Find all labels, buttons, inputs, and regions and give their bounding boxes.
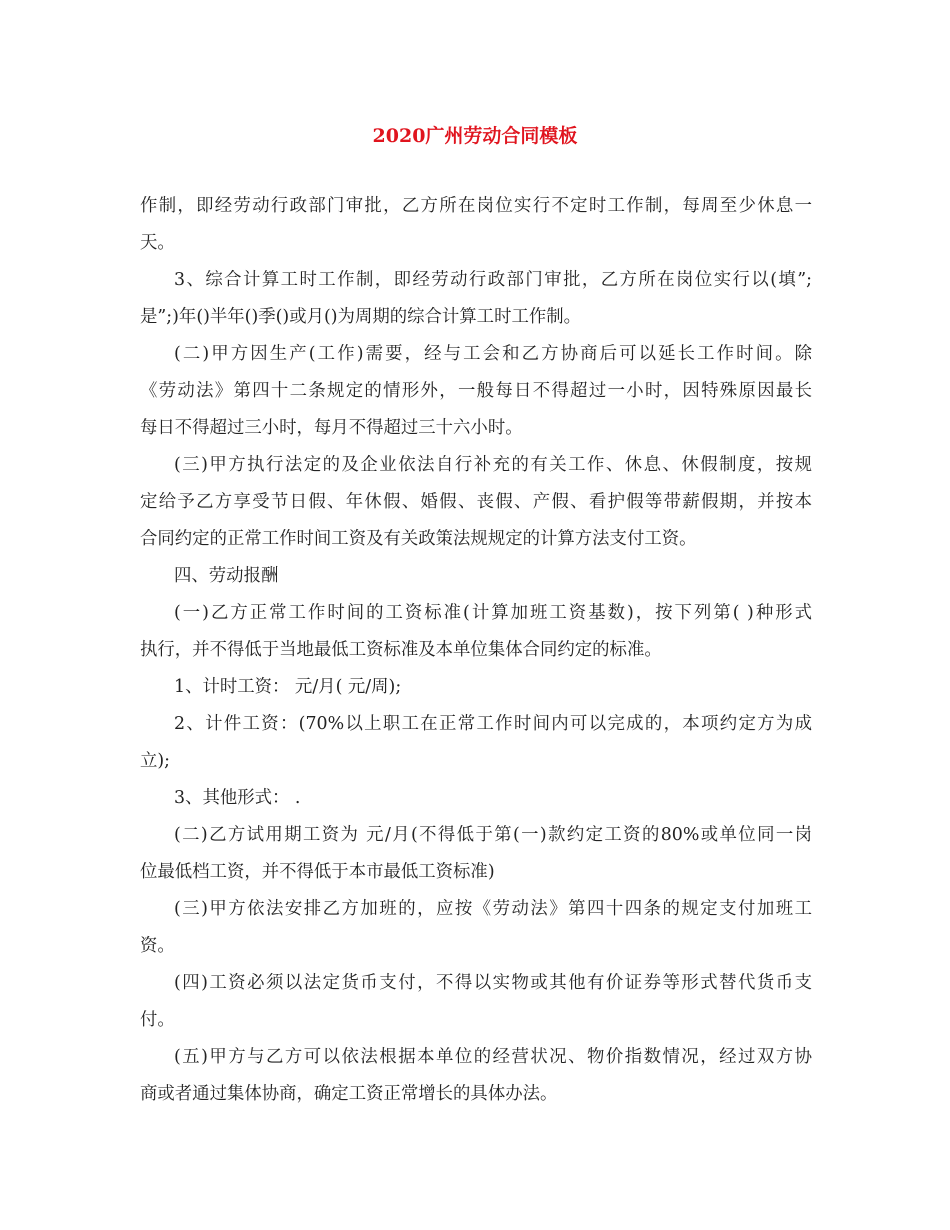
- text-line: 2、计件工资：(70%以上职工在正常工作时间内可以完成的，本项约定方为成: [174, 714, 812, 734]
- text-line: 立);: [140, 751, 171, 771]
- text-line: (三)甲方执行法定的及企业依法自行补充的有关工作、休息、休假制度，按规: [174, 455, 812, 475]
- text-line: (三)甲方依法安排乙方加班的，应按《劳动法》第四十四条的规定支付加班工: [174, 899, 812, 919]
- document-body: [140, 188, 812, 1113]
- text-line: 位最低档工资，并不得低于本市最低工资标准): [140, 862, 495, 882]
- text-line: (四)工资必须以法定货币支付，不得以实物或其他有价证券等形式替代货币支: [174, 973, 812, 993]
- text-line: (五)甲方与乙方可以依法根据本单位的经营状况、物价指数情况，经过双方协: [174, 1047, 812, 1067]
- text-line: 作制，即经劳动行政部门审批，乙方所在岗位实行不定时工作制，每周至少休息一: [140, 196, 812, 216]
- text-line: 四、劳动报酬: [174, 566, 279, 586]
- text-line: 商或者通过集体协商，确定工资正常增长的具体办法。: [140, 1084, 558, 1104]
- text-line: (二)乙方试用期工资为 元/月(不得低于第(一)款约定工资的80%或单位同一岗: [174, 825, 812, 845]
- text-line: 天。: [140, 233, 175, 253]
- text-line: 付。: [140, 1010, 175, 1030]
- text-line: 是”;)年()半年()季()或月()为周期的综合计算工时工作制。: [140, 307, 582, 327]
- text-line: 执行，并不得低于当地最低工资标准及本单位集体合同约定的标准。: [140, 640, 662, 660]
- text-line: 1、计时工资： 元/月( 元/周);: [174, 677, 402, 697]
- text-line: 每日不得超过三小时，每月不得超过三十六小时。: [140, 418, 523, 438]
- text-line: 定给予乙方享受节日假、年休假、婚假、丧假、产假、看护假等带薪假期，并按本: [140, 492, 812, 512]
- text-line: 3、综合计算工时工作制，即经劳动行政部门审批，乙方所在岗位实行以(填”;: [174, 270, 812, 290]
- text-line: 合同约定的正常工作时间工资及有关政策法规规定的计算方法支付工资。: [140, 529, 697, 549]
- document-title: 2020广州劳动合同模板: [372, 125, 578, 147]
- text-line: 《劳动法》第四十二条规定的情形外，一般每日不得超过一小时，因特殊原因最长: [140, 381, 812, 401]
- text-line: 资。: [140, 936, 175, 956]
- text-line: (二)甲方因生产(工作)需要，经与工会和乙方协商后可以延长工作时间。除: [174, 344, 812, 364]
- text-line: 3、其他形式： .: [174, 788, 301, 808]
- text-line: (一)乙方正常工作时间的工资标准(计算加班工资基数)，按下列第( )种形式: [174, 603, 812, 623]
